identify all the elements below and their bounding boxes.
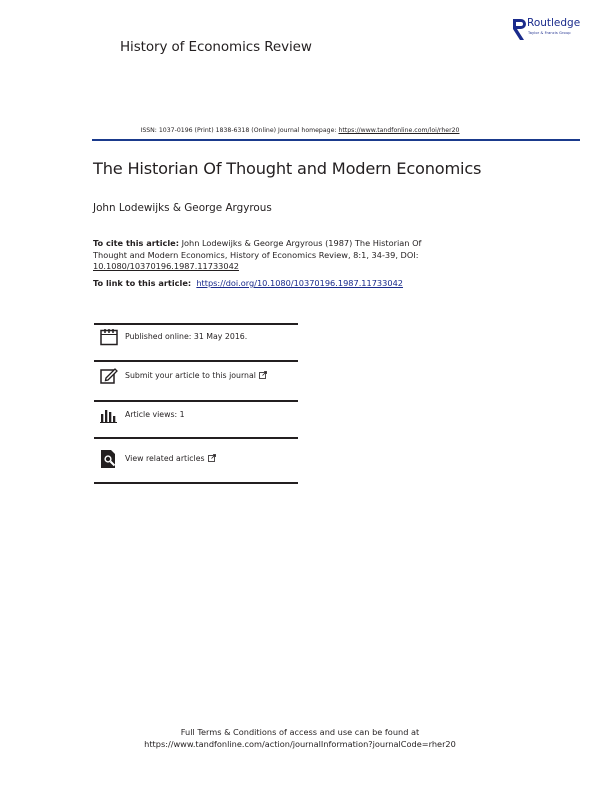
footer-terms-link[interactable]: https://www.tandfonline.com/action/journalInformation?journalCode=rher20 xyxy=(144,738,456,749)
published-date: Published online: 31 May 2016. xyxy=(125,332,248,341)
calendar-icon xyxy=(100,328,118,346)
publisher-name: Routledge xyxy=(527,17,581,29)
citation xyxy=(93,238,438,273)
external-link-icon xyxy=(208,454,216,462)
journal-title: History of Economics Review xyxy=(120,39,312,55)
link-label: To link to this article: xyxy=(93,278,192,288)
info-divider-2 xyxy=(94,400,298,402)
doi-link[interactable]: 10.1080/10370196.1987.11733042 xyxy=(93,261,240,271)
article-url-link[interactable]: https://doi.org/10.1080/10370196.1987.11733042 xyxy=(196,278,403,288)
cite-text: John Lodewijks & George Argyrous (1987) The Historian Of Thought and Modern Economics, History of Economics Review, 8:1, 34-39, DOI: xyxy=(93,238,422,260)
bar-chart-icon xyxy=(100,406,118,424)
info-divider-1 xyxy=(94,360,298,362)
info-divider-top xyxy=(94,323,298,325)
footer-terms xyxy=(0,727,600,750)
article-views: Article views: 1 xyxy=(125,410,185,419)
footer-line-1: Full Terms & Conditions of access and use can be found at xyxy=(180,727,420,737)
cite-label: To cite this article: xyxy=(93,238,179,248)
journal-homepage-link[interactable]: https://www.tandfonline.com/loi/rher20 xyxy=(338,127,460,134)
publisher-subtitle: Taylor & Francis Group xyxy=(528,31,571,35)
issn-line xyxy=(0,127,600,134)
info-divider-bottom xyxy=(94,482,298,484)
external-link-icon xyxy=(259,371,267,379)
article-authors: John Lodewijks & George Argyrous xyxy=(93,202,272,214)
header-divider xyxy=(92,139,580,141)
related-articles-link[interactable] xyxy=(125,454,216,463)
issn-text: ISSN: 1037-0196 (Print) 1838-6318 (Online) Journal homepage: xyxy=(140,127,339,134)
info-divider-3 xyxy=(94,437,298,439)
document-search-icon xyxy=(100,450,118,468)
article-link xyxy=(93,278,403,288)
edit-icon xyxy=(100,367,118,385)
related-label: View related articles xyxy=(125,454,205,463)
submit-label: Submit your article to this journal xyxy=(125,371,256,380)
article-title: The Historian Of Thought and Modern Economics xyxy=(93,159,482,178)
submit-article-link[interactable] xyxy=(125,371,267,380)
